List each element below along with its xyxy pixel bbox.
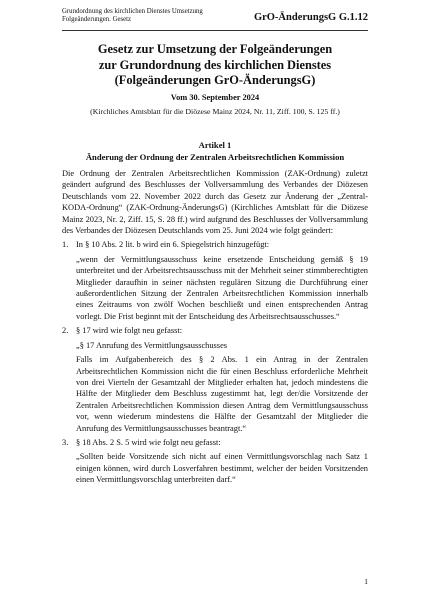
article-number: Artikel 1 [198,140,232,150]
list-item-number: 2. [62,326,69,336]
quoted-amendment-text: „Sollten beide Vorsitzende sich nicht auf einen Vermittlungsvorschlag nach Satz 1 einigen können, wird durch Losverfahren bestimmt, welcher der beiden Vorsitzenden einen Vermittlungsvorschlag unterbreiten darf.“ [76,452,368,485]
list-item [62,325,368,434]
article-body [62,168,368,486]
list-item-number: 3. [62,437,69,447]
quoted-amendment-text: „wenn der Vermittlungsausschuss keine ersetzende Entscheidung gemäß § 19 unterbreitet und der Arbeitsrechtsausschuss mit der Mehrheit seiner stimmberechtigten Mitglieder daraufhin in seiner nächsten regulären Sitzung die Durchführung einer außerordentlichen Sitzung der Zentralen Arbeitsrechtlichen Kommission innerhalb eines Zeitraums von zwölf Wochen beschließt und einen entsprechenden Antrag vorlegt. Die Frist beginnt mit der Entscheidung des Arbeitsrechtsausschusses.“ [76,254,368,321]
page-number: 1 [364,577,368,586]
header-divider [62,30,368,31]
list-item-instruction: In § 10 Abs. 2 lit. b wird ein 6. Spiegelstrich hinzugefügt: [76,240,270,250]
quoted-amendment [76,254,368,322]
title-line3: (Folgeänderungen GrO-ÄnderungsG) [114,73,316,87]
enactment-date: Vom 30. September 2024 [170,92,260,102]
title-block [62,42,368,116]
quoted-section-heading: „§ 17 Anrufung des Vermittlungsausschusses [76,340,228,350]
source-citation: (Kirchliches Amtsblatt für die Diözese Mainz 2024, Nr. 11, Ziff. 100, S. 125 ff.) [90,106,340,116]
article-heading [62,140,368,163]
title-line2: zur Grundordnung des kirchlichen Dienstes [98,57,332,72]
list-item-number: 1. [62,240,69,250]
header-left-text [62,8,242,24]
list-item-instruction: § 17 wird wie folgt neu gefasst: [76,326,183,336]
header-left-line2: Folgeänderungen. Gesetz [62,16,132,24]
intro-paragraph: Die Ordnung der Zentralen Arbeitsrechtlichen Kommission (ZAK-Ordnung) zuletzt geändert aufgrund des Beschlusses der Vollversammlung des Verbandes der Diözesen Deutschlands vom 22. November 2022 durch das Gesetz zur Änderung der „Zentral-KODA-Ordnung“ (ZAK-Ordnung-ÄnderungsG) (Kirchliches Amtsblatt für die Diözese Mainz 2023, Nr. 2, Ziff. 15, S. 28 ff.) wird aufgrund des Beschlusses der Vollversammlung des Verbandes der Diözesen Deutschlands vom 25. Juni 2024 wie folgt geändert: [62,169,368,236]
list-item [62,239,368,322]
running-header [62,8,368,30]
header-left-line1: Grundordnung des kirchlichen Dienstes Umsetzung [62,8,203,15]
list-item-instruction: § 18 Abs. 2 S. 5 wird wie folgt neu gefasst: [76,437,221,447]
article-title: Änderung der Ordnung der Zentralen Arbeitsrechtlichen Kommission [85,151,345,162]
title-line1: Gesetz zur Umsetzung der Folgeänderungen [97,42,333,56]
header-document-id: GrO-ÄnderungsG G.1.12 [253,12,368,23]
quoted-amendment [76,451,368,485]
quoted-amendment-text: Falls im Aufgabenbereich des § 2 Abs. 1 ein Antrag in der Zentralen Arbeitsrechtlichen Kommission nicht die für einen Beschluss erforderliche Mehrheit von drei Vierteln der Gesamtzahl der Mitglieder erhalten hat, jedoch mindestens die Hälfte der Mitglieder dem Beschluss zugestimmt hat, legt der/die Vorsitzende der Zentralen Arbeitsrechtlichen Kommission diesen Antrag dem Vermittlungsausschuss vor, wenn wiederum mindestens die Hälfte der Gesamtzahl der Mitglieder die Anrufung des Vermittlungsausschusses beantragt.“ [76,355,368,433]
quoted-amendment [76,340,368,434]
list-item [62,437,368,486]
